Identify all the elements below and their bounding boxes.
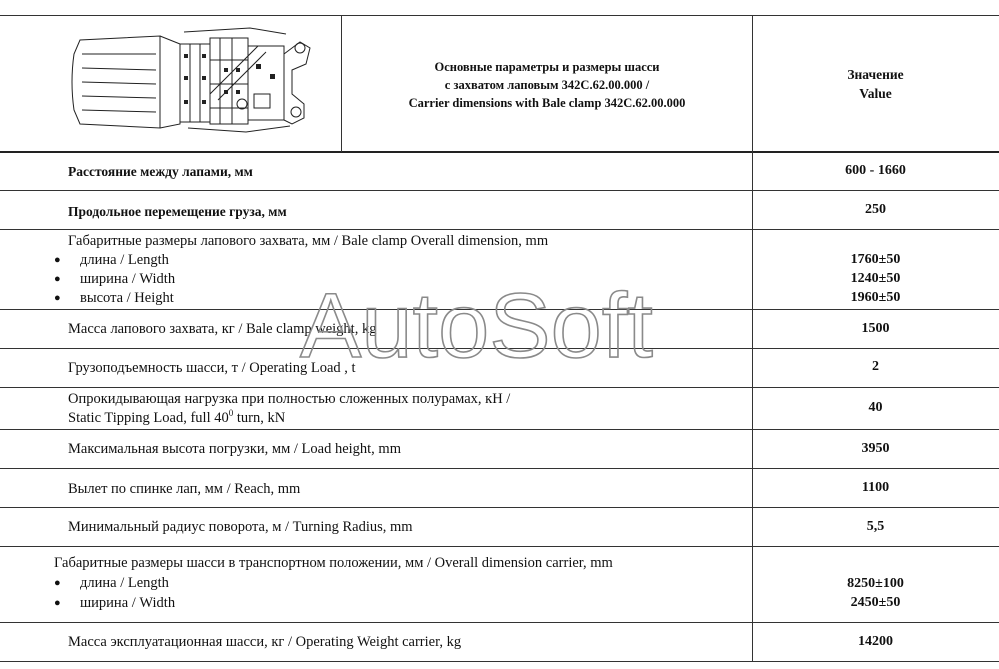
list-item <box>54 251 169 270</box>
row-label: Габаритные размеры лапового захвата, мм / Bale clamp Overall dimension, mm <box>68 233 549 249</box>
list-item-label: ширина / Width <box>80 271 176 287</box>
row-divider <box>0 507 999 508</box>
row-divider <box>0 229 999 230</box>
row-label: Опрокидывающая нагрузка при полностью сложенных полурамах, кН / <box>68 391 511 407</box>
label-text: Static Tipping Load, full 40 <box>68 410 229 426</box>
table-bottom-border <box>0 661 999 662</box>
label-text: turn, kN <box>233 410 286 426</box>
header-divider <box>0 151 999 153</box>
list-item <box>54 270 176 289</box>
list-item-label: длина / Length <box>80 252 169 268</box>
row-value: 3950 <box>861 441 890 456</box>
row-label: Вылет по спинке лап, мм / Reach, mm <box>68 481 301 497</box>
row-label: Минимальный радиус поворота, м / Turning Radius, mm <box>68 519 413 535</box>
bullet-icon: ● <box>54 254 61 266</box>
table-top-border <box>0 15 999 16</box>
row-label: Масса эксплуатационная шасси, кг / Operating Weight carrier, kg <box>68 634 462 650</box>
row-label: Максимальная высота погрузки, мм / Load height, mm <box>68 441 401 457</box>
row-label: Расстояние между лапами, мм <box>68 164 253 179</box>
list-item <box>54 574 169 593</box>
row-label <box>68 409 285 428</box>
value-header-ru: Значение <box>847 67 904 82</box>
row-divider <box>0 190 999 191</box>
list-item-label: длина / Length <box>80 575 169 591</box>
list-item <box>54 289 174 308</box>
row-divider <box>0 546 999 547</box>
row-value: 1240±50 <box>850 271 901 286</box>
row-value: 8250±100 <box>847 576 904 591</box>
row-value: 250 <box>865 202 886 217</box>
title-line: Carrier dimensions with Bale clamp 342C.62.00.000 <box>408 96 686 110</box>
row-value: 1100 <box>861 480 890 495</box>
row-divider <box>0 468 999 469</box>
row-value: 2 <box>872 359 879 374</box>
watermark: AutoSoft <box>300 275 653 377</box>
row-divider <box>0 387 999 388</box>
row-divider <box>0 309 999 310</box>
row-value: 2450±50 <box>850 595 901 610</box>
bullet-icon: ● <box>54 577 61 589</box>
row-value: 1960±50 <box>850 290 901 305</box>
row-label: Продольное перемещение груза, мм <box>68 204 287 219</box>
title-line: с захватом лаповым 342С.62.00.000 / <box>444 78 650 92</box>
value-column-header <box>752 65 999 103</box>
title-line: Основные параметры и размеры шасси <box>434 60 660 74</box>
bale-clamp-drawing <box>60 24 322 136</box>
row-value: 14200 <box>858 634 893 649</box>
row-value: 1760±50 <box>850 252 901 267</box>
list-item <box>54 594 176 613</box>
row-divider <box>0 348 999 349</box>
bullet-icon: ● <box>54 597 61 609</box>
bullet-icon: ● <box>54 292 61 304</box>
row-divider <box>0 429 999 430</box>
row-value: 5,5 <box>866 519 885 534</box>
value-column-divider <box>752 15 753 662</box>
row-label: Грузоподъемность шасси, т / Operating Load , t <box>68 360 356 376</box>
row-label: Габаритные размеры шасси в транспортном положении, мм / Overall dimension carrier, mm <box>54 555 613 571</box>
row-value: 600 - 1660 <box>845 163 906 178</box>
list-item-label: ширина / Width <box>80 595 176 611</box>
list-item-label: высота / Height <box>80 290 174 306</box>
superscript: 0 <box>228 408 234 419</box>
row-label: Масса лапового захвата, кг / Bale clamp weight, kg <box>68 321 377 337</box>
value-header-en: Value <box>859 86 892 101</box>
row-value: 40 <box>868 400 883 415</box>
row-value: 1500 <box>861 321 890 336</box>
row-divider <box>0 622 999 623</box>
table-title <box>342 58 752 112</box>
bullet-icon: ● <box>54 273 61 285</box>
